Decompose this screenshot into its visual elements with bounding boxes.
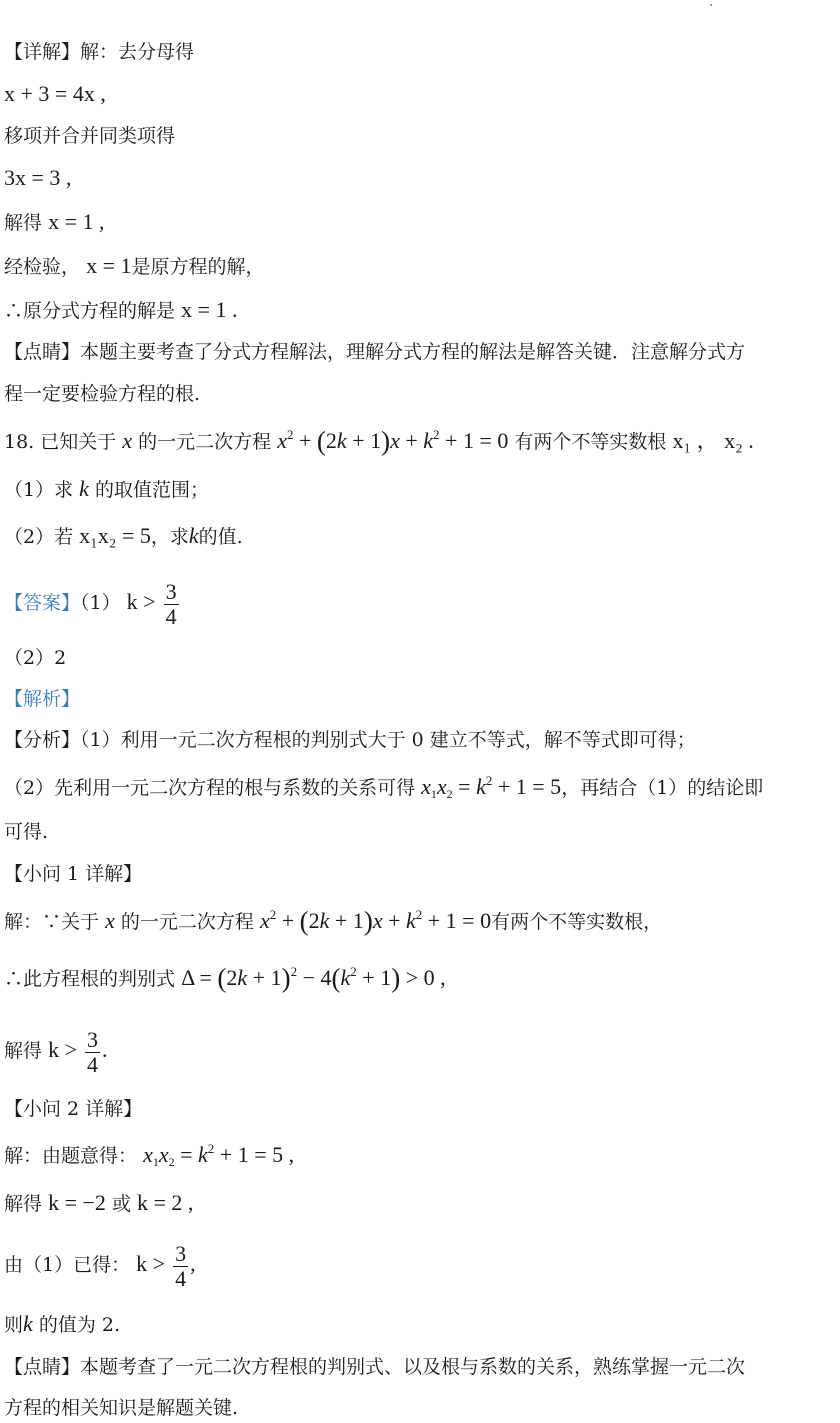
sub2-final-prefix: 则 xyxy=(4,1314,24,1336)
check-line xyxy=(4,251,834,282)
vieta-equation: $x_1x_2 = k^2 + 1 = 5$ xyxy=(421,773,562,801)
sub2-line-3 xyxy=(4,1234,834,1295)
equation-2: 3x = 3 , xyxy=(4,165,72,190)
sub2-prefix: 解：由题意得： xyxy=(4,1145,138,1167)
discriminant-expression: $\Delta = (2k + 1)^2 - 4(k^2 + 1) > 0$ , xyxy=(181,963,446,993)
sub2-root-a: k = −2 xyxy=(48,1190,106,1215)
fenxi-text-2-suffix: ，再结合（1）的结论即 xyxy=(561,777,764,799)
part1-suffix: 的取值范围； xyxy=(94,479,209,501)
part2-var: k xyxy=(188,523,199,548)
sub1-suffix: 有两个不等实数根， xyxy=(491,911,663,933)
answer-part-2: （2）2 xyxy=(4,647,67,669)
sub1-line-1 xyxy=(4,906,834,937)
sub2-solve-prefix: 解得 xyxy=(4,1193,43,1215)
part1-var: k xyxy=(79,476,89,501)
sub1-mid: 的一元二次方程 xyxy=(120,911,254,933)
comment-text-1: 本题主要考查了分式方程解法，理解分式方程的解法是解答关键．注意解分式方 xyxy=(80,341,746,363)
sub2-or: 或 xyxy=(111,1193,131,1215)
equation-1: x + 3 = 4x , xyxy=(4,81,106,106)
solve-prefix: 解得 xyxy=(4,212,43,234)
part1-prefix: （1）求 xyxy=(4,479,74,501)
stem-suffix: 有两个不等实数根 xyxy=(514,431,667,453)
fenxi-text-1: （1）利用一元二次方程根的判别式大于 0 建立不等式，解不等式即可得； xyxy=(80,729,696,751)
quadratic-equation: $x^2 + (2k + 1)x + k^2 + 1 = 0$ xyxy=(277,426,509,456)
scan-speck xyxy=(710,4,712,6)
detail-line xyxy=(4,37,834,67)
sub2-line-4 xyxy=(4,1309,834,1340)
sub1-solve-prefix: 解得 xyxy=(4,1040,43,1062)
sub1-end: . xyxy=(102,1037,108,1062)
discriminant-prefix: ∴此方程根的判别式 xyxy=(4,968,176,990)
fenxi-line-2 xyxy=(4,772,834,803)
solve-equation: x = 1 , xyxy=(48,209,105,234)
comment-line-2: 程一定要检验方程的根. xyxy=(4,383,201,405)
sub2-line-2 xyxy=(4,1188,834,1219)
sub1-prefix: 解：∵关于 xyxy=(4,911,100,933)
solve-line xyxy=(4,207,834,238)
sub1-solve-expr: k > xyxy=(48,1037,77,1062)
sub2-label: 【小问 2 详解】 xyxy=(4,1098,143,1120)
sub2-final-var: k xyxy=(23,1311,33,1336)
stem-mid: 的一元二次方程 xyxy=(138,431,272,453)
roots-label: x₁ ， x₂ . xyxy=(672,428,754,453)
conclusion-prefix: ∴原分式方程的解是 xyxy=(4,300,176,322)
conclusion-line xyxy=(4,295,834,326)
sub2-known-expr: k > xyxy=(136,1251,166,1276)
detail-label: 【详解】 xyxy=(4,41,81,63)
sub2-vieta: $x_1x_2 = k^2 + 1 = 5$ , xyxy=(143,1141,295,1169)
answer-fraction: $\frac{3}{4}$ xyxy=(165,578,177,629)
answer-line xyxy=(4,572,834,633)
stem-prefix: 已知关于 xyxy=(40,431,117,453)
part2-condition: x₁x₂ = 5 xyxy=(79,523,151,548)
analysis-label: 【解析】 xyxy=(4,688,81,710)
part2-suffix: ，求 xyxy=(150,526,189,548)
sub2-end: , xyxy=(190,1251,196,1276)
fenxi-line-1 xyxy=(4,725,834,755)
conclusion-equation: x = 1 . xyxy=(181,297,238,322)
sub1-line-3 xyxy=(4,1020,834,1081)
sub1-line-2 xyxy=(4,963,834,994)
sub2-root-b: k = 2 , xyxy=(137,1190,194,1215)
part2-end: 的值. xyxy=(198,526,243,548)
sub2-known-prefix: 由（1）已得： xyxy=(4,1254,131,1276)
step-text-1: 移项并合并同类项得 xyxy=(4,125,176,147)
question-number: 18. xyxy=(4,431,35,453)
answer-expr: k > xyxy=(126,589,156,614)
check-suffix: 是原方程的解， xyxy=(131,256,265,278)
answer-label: 【答案】 xyxy=(4,592,81,614)
final-comment-label: 【点睛】 xyxy=(4,1356,81,1378)
comment-label: 【点睛】 xyxy=(4,341,81,363)
sub2-line-1 xyxy=(4,1140,834,1171)
part-1-question xyxy=(4,474,834,505)
sub1-var-x: x xyxy=(105,908,115,933)
sub1-label: 【小问 1 详解】 xyxy=(4,863,143,885)
final-comment-line-1 xyxy=(4,1352,834,1382)
comment-line-1 xyxy=(4,337,834,367)
sub2-fraction: $\frac{3}{4}$ xyxy=(175,1240,187,1291)
final-comment-line-2: 方程的相关知识是解题关键. xyxy=(4,1397,239,1419)
check-equation: x = 1 xyxy=(86,253,132,278)
final-comment-text-1: 本题考查了一元二次方程根的判别式、以及根与系数的关系，熟练掌握一元二次 xyxy=(80,1356,746,1378)
question-18-stem xyxy=(4,426,834,457)
stem-var-x: x xyxy=(122,428,133,453)
sub1-fraction: $\frac{3}{4}$ xyxy=(87,1026,99,1077)
detail-intro: 解：去分母得 xyxy=(80,41,195,63)
answer-part1: （1） xyxy=(80,592,121,614)
check-prefix: 经检验， xyxy=(4,256,81,278)
part-2-question xyxy=(4,521,834,552)
fenxi-text-2: （2）先利用一元二次方程的根与系数的关系可得 xyxy=(4,777,416,799)
fenxi-label: 【分析】 xyxy=(4,729,81,751)
sub2-final-suffix: 的值为 2. xyxy=(38,1314,120,1336)
fenxi-line-3: 可得. xyxy=(4,821,49,843)
part2-prefix: （2）若 xyxy=(4,526,74,548)
sub1-quadratic: $x^2 + (2k + 1)x + k^2 + 1 = 0$ xyxy=(259,906,492,936)
